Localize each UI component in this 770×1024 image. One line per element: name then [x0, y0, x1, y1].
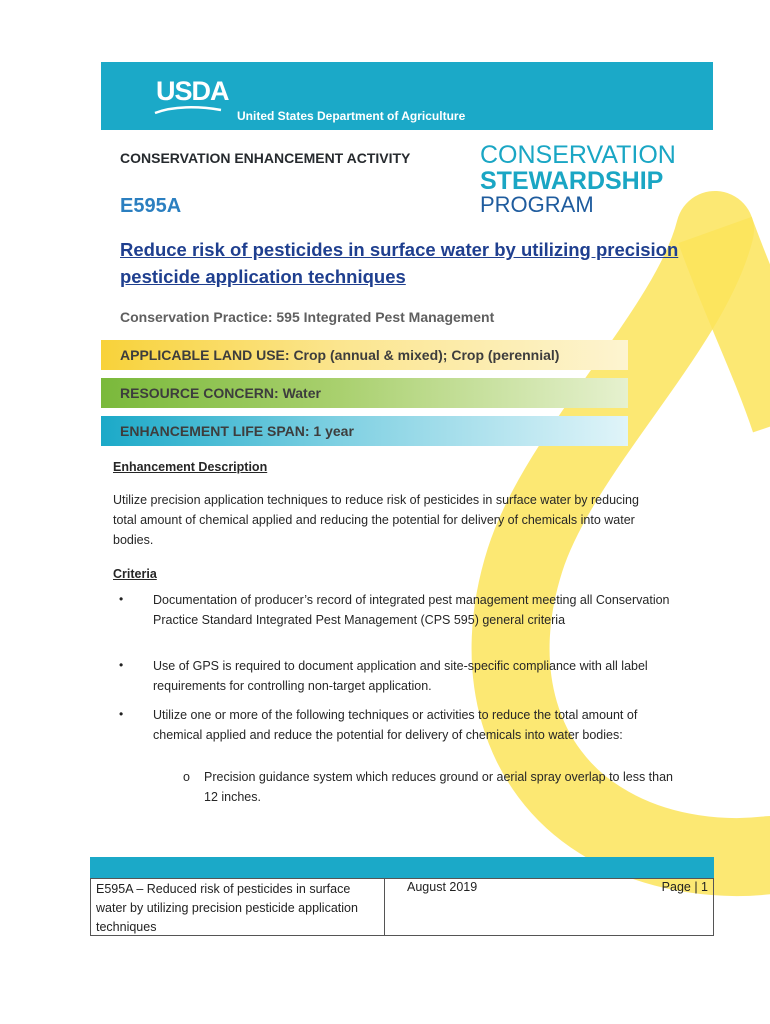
enhancement-code: E595A [120, 195, 182, 217]
criteria-item: Documentation of producer’s record of integrated pest management meeting all Conservation Practice Standard Integrated Pest Management (CPS 595) general criteria [153, 593, 670, 627]
activity-type-heading: CONSERVATION ENHANCEMENT ACTIVITY [120, 150, 411, 166]
criteria-sub-item: Precision guidance system which reduces ground or aerial spray overlap to less than 12 inches. [204, 770, 673, 804]
usda-swoosh-icon [153, 104, 223, 116]
csp-logo-line1: CONSERVATION [480, 141, 676, 169]
footer-document-name: E595A – Reduced risk of pesticides in surface water by utilizing precision pesticide application techniques [96, 882, 358, 934]
usda-department-name: United States Department of Agriculture [237, 109, 466, 123]
csp-program-logo [480, 143, 676, 216]
csp-logo-line2: STEWARDSHIP [480, 167, 664, 195]
life-span-bar: ENHANCEMENT LIFE SPAN: 1 year [101, 416, 628, 446]
resource-concern-bar: RESOURCE CONCERN: Water [101, 378, 628, 408]
bullet-icon: • [119, 658, 124, 672]
bullet-icon: • [119, 707, 124, 721]
footer-date: August 2019 [407, 880, 478, 894]
usda-banner [101, 62, 713, 130]
footer-divider [384, 878, 385, 936]
document-title: Reduce risk of pesticides in surface water by utilizing precision pesticide application techniques [120, 239, 679, 287]
conservation-practice: Conservation Practice: 595 Integrated Pest Management [120, 309, 495, 325]
land-use-bar: APPLICABLE LAND USE: Crop (annual & mixed); Crop (perennial) [101, 340, 628, 370]
criteria-item: Utilize one or more of the following techniques or activities to reduce the total amount of chemical applied and reduce the potential for delivery of chemicals into water bodies: [153, 708, 638, 742]
footer-color-bar [90, 857, 714, 878]
description-text: Utilize precision application techniques to reduce risk of pesticides in surface water by reducing total amount of chemical applied and reducing the potential for delivery of chemicals into water bodies. [113, 493, 639, 547]
bullet-icon: • [119, 592, 124, 606]
criteria-heading: Criteria [113, 567, 157, 581]
criteria-item: Use of GPS is required to document application and site-specific compliance with all label requirements for controlling non-target application. [153, 659, 648, 693]
description-heading: Enhancement Description [113, 460, 268, 474]
usda-logo: USDA [156, 76, 229, 106]
footer-page-number: Page | 1 [661, 880, 708, 894]
csp-logo-line3: PROGRAM [480, 192, 594, 217]
sub-bullet-icon: o [183, 770, 190, 784]
